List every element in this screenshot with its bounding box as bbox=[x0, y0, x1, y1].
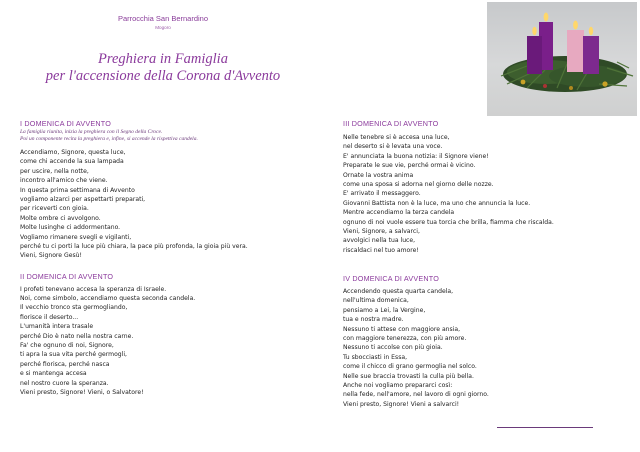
signature-line bbox=[497, 427, 593, 428]
left-column bbox=[20, 118, 325, 397]
prayer-line: Vieni, Signore Gesù! bbox=[20, 252, 82, 260]
prayer-line: Vieni presto, Signore! Vieni a salvarci! bbox=[343, 400, 460, 408]
prayer-line: Accendiamo, Signore, questa luce, bbox=[20, 149, 126, 156]
section-heading: III DOMENICA DI AVVENTO bbox=[343, 119, 439, 128]
section-heading: I DOMENICA DI AVVENTO bbox=[20, 119, 111, 128]
prayer-line: Anche noi vogliamo prepararci così: bbox=[343, 381, 453, 389]
prayer-line: Mentre accendiamo la terza candela bbox=[343, 209, 455, 217]
page-title-line1: Preghiera in Famiglia bbox=[98, 51, 228, 67]
section-heading: IV DOMENICA DI AVVENTO bbox=[343, 274, 439, 284]
prayer-text bbox=[343, 133, 633, 255]
prayer-line: Nessuno ti accolse con più gioia. bbox=[343, 344, 443, 352]
prayer-line: vogliamo alzarci per aspettarti preparati, bbox=[20, 195, 146, 203]
prayer-line: pensiamo a Lei, la Vergine, bbox=[343, 306, 426, 314]
prayer-line: incontro all'amico che viene. bbox=[20, 177, 108, 185]
prayer-line: E' arrivato il messaggero. bbox=[343, 190, 421, 198]
page-title-line2: per l'accensione della Corona d'Avvento bbox=[45, 68, 281, 84]
advent-wreath-icon bbox=[487, 2, 637, 116]
prayer-line: fiorisce il deserto... bbox=[20, 313, 79, 321]
prayer-line: nell'ultima domenica, bbox=[343, 297, 409, 305]
prayer-line: avvolgici nella tua luce, bbox=[343, 237, 416, 245]
prayer-line: Nelle tenebre si è accesa una luce, bbox=[343, 134, 450, 141]
prayer-line: come il chicco di grano germoglia nel solco. bbox=[343, 363, 477, 371]
prayer-line: Giovanni Battista non è la luce, ma uno che annuncia la luce. bbox=[343, 199, 531, 207]
prayer-line: Molte ombre ci avvolgono. bbox=[20, 214, 101, 222]
prayer-line: Vogliamo rimanere svegli e vigilanti, bbox=[20, 233, 132, 241]
prayer-line: Ornate la vostra anima bbox=[343, 171, 414, 179]
prayer-line: e si mantenga accesa bbox=[20, 370, 87, 378]
prayer-line: con maggiore tenerezza, con più amore. bbox=[343, 335, 467, 343]
prayer-line: L'umanità intera trasale bbox=[20, 323, 94, 331]
prayer-line: Preparate le sue vie, perché ormai è vicino. bbox=[343, 162, 476, 170]
prayer-line: I profeti tenevano accesa la speranza di Israele. bbox=[20, 285, 167, 293]
prayer-line: nel deserto si è levata una voce. bbox=[343, 143, 443, 151]
parish-name: Parrocchia San Bernardino bbox=[117, 14, 209, 23]
advent-wreath-image bbox=[487, 2, 637, 116]
prayer-line: Molte lusinghe ci addormentano. bbox=[20, 224, 121, 232]
rubric-line: Poi un componente recita la preghiera e, infine, si accende la rispettiva candela. bbox=[20, 136, 198, 142]
prayer-line: ognuno di noi vuole essere tua torcia che brilla, fiamma che riscalda. bbox=[343, 218, 554, 226]
prayer-line: Vieni presto, Signore! Vieni, o Salvatore! bbox=[20, 388, 144, 396]
prayer-line: per uscire, nella notte, bbox=[20, 167, 89, 175]
prayer-line: Vieni, Signore, a salvarci, bbox=[343, 227, 420, 235]
section-heading: II DOMENICA DI AVVENTO bbox=[20, 271, 114, 281]
prayer-line: come chi accende la sua lampada bbox=[20, 158, 124, 166]
prayer-line: come una sposa si adorna nel giorno delle nozze. bbox=[343, 180, 494, 188]
prayer-text bbox=[20, 148, 325, 261]
right-column bbox=[343, 118, 633, 409]
prayer-line: perché Dio è nato nella nostra carne. bbox=[20, 332, 134, 340]
prayer-line: Nessuno ti attese con maggiore ansia, bbox=[343, 325, 461, 333]
prayer-line: Fa' che ognuno di noi, Signore, bbox=[20, 342, 114, 350]
parish-place: Mogoro bbox=[155, 25, 171, 30]
prayer-line: nel nostro cuore la speranza. bbox=[20, 379, 109, 387]
prayer-line: Noi, come simbolo, accendiamo questa seconda candela. bbox=[20, 295, 196, 303]
prayer-line: tua e nostra madre. bbox=[343, 316, 404, 324]
prayer-line: E' annunciata la buona notizia: il Signore viene! bbox=[343, 152, 489, 160]
prayer-line: ti apra la sua vita perché germogli, bbox=[20, 351, 127, 359]
prayer-line: In questa prima settimana di Avvento bbox=[20, 186, 135, 194]
prayer-line: perché fiorisca, perché nasca bbox=[20, 360, 110, 368]
prayer-line: Tu sbocciasti in Essa, bbox=[343, 353, 408, 361]
rubric-line: La famiglia riunita, inizia la preghiera con il Segno della Croce. bbox=[20, 129, 163, 135]
prayer-text bbox=[20, 285, 325, 398]
prayer-line: nella fede, nell'amore, nel lavoro di ogni giorno. bbox=[343, 391, 489, 399]
prayer-line: perché tu ci porti la luce più chiara, la pace più profonda, la gioia più vera. bbox=[20, 242, 248, 250]
prayer-line: Il vecchio tronco sta germogliando, bbox=[20, 304, 128, 312]
prayer-line: riscaldaci nel tuo amore! bbox=[343, 246, 419, 254]
prayer-line: per riceverti con gioia. bbox=[20, 205, 89, 213]
prayer-text bbox=[343, 287, 633, 409]
prayer-line: Accendendo questa quarta candela, bbox=[343, 288, 454, 296]
prayer-line: Nelle sue braccia trovasti la culla più bella. bbox=[343, 372, 474, 380]
